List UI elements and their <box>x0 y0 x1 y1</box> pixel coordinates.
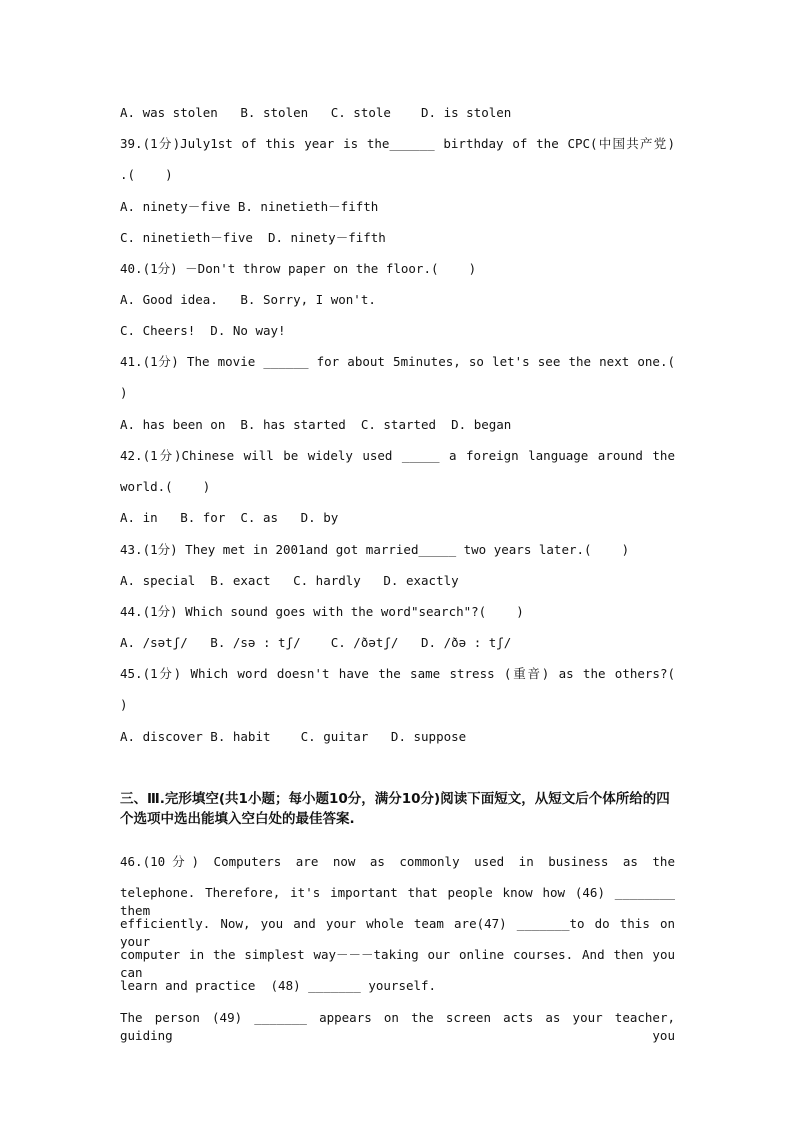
options-40-cd: C. Cheers! D. No way! <box>120 323 286 338</box>
passage-line: efficiently. Now, you and your whole team are(47) _______to do this on your <box>120 916 675 949</box>
question-42-tail: world.( ) <box>120 479 211 494</box>
question-39: 39.(1分)July1st of this year is the______ birthday of the CPC(中国共产党) <box>120 136 675 151</box>
options-39-ab: A. ninety－five B. ninetieth－fifth <box>120 199 379 214</box>
question-40: 40.(1分) －Don't throw paper on the floor.( ) <box>120 261 477 276</box>
options-42: A. in B. for C. as D. by <box>120 510 339 525</box>
options-43: A. special B. exact C. hardly D. exactly <box>120 573 459 588</box>
options-38: A. was stolen B. stolen C. stole D. is stolen <box>120 105 512 120</box>
question-45: 45.(1分) Which word doesn't have the same stress (重音) as the others?( <box>120 666 675 681</box>
options-44: A. /sətʃ/ B. /sə : tʃ/ C. /ðətʃ/ D. /ðə : tʃ/ <box>120 635 512 650</box>
question-41: 41.(1分) The movie ______ for about 5minutes, so let's see the next one.( <box>120 354 675 369</box>
passage-line: computer in the simplest way－－－taking our online courses. And then you can <box>120 947 675 980</box>
question-42: 42.(1分)Chinese will be widely used _____ a foreign language around the <box>120 448 675 463</box>
options-40-ab: A. Good idea. B. Sorry, I won't. <box>120 292 376 307</box>
passage-line: learn and practice (48) _______ yourself. <box>120 978 437 993</box>
passage-line: 46.(10分) Computers are now as commonly used in business as the <box>120 854 675 869</box>
question-45-tail: ) <box>120 697 128 712</box>
section-heading: 三、Ⅲ.完形填空(共1小题；每小题10分，满分10分)阅读下面短文，从短文后个体所给的四个选项中选出能填入空白处的最佳答案. <box>120 791 670 827</box>
options-39-cd: C. ninetieth－five D. ninety－fifth <box>120 230 386 245</box>
passage-line: The person (49) _______ appears on the screen acts as your teacher, guiding you <box>120 1010 675 1043</box>
question-41-tail: ) <box>120 385 128 400</box>
options-41: A. has been on B. has started C. started D. began <box>120 417 512 432</box>
options-45: A. discover B. habit C. guitar D. suppose <box>120 729 467 744</box>
question-44: 44.(1分) Which sound goes with the word"search"?( ) <box>120 604 524 619</box>
question-43: 43.(1分) They met in 2001and got married_____ two years later.( ) <box>120 542 630 557</box>
question-39-tail: .( ) <box>120 167 173 182</box>
passage-line: telephone. Therefore, it's important that people know how (46) ________ them <box>120 885 675 918</box>
